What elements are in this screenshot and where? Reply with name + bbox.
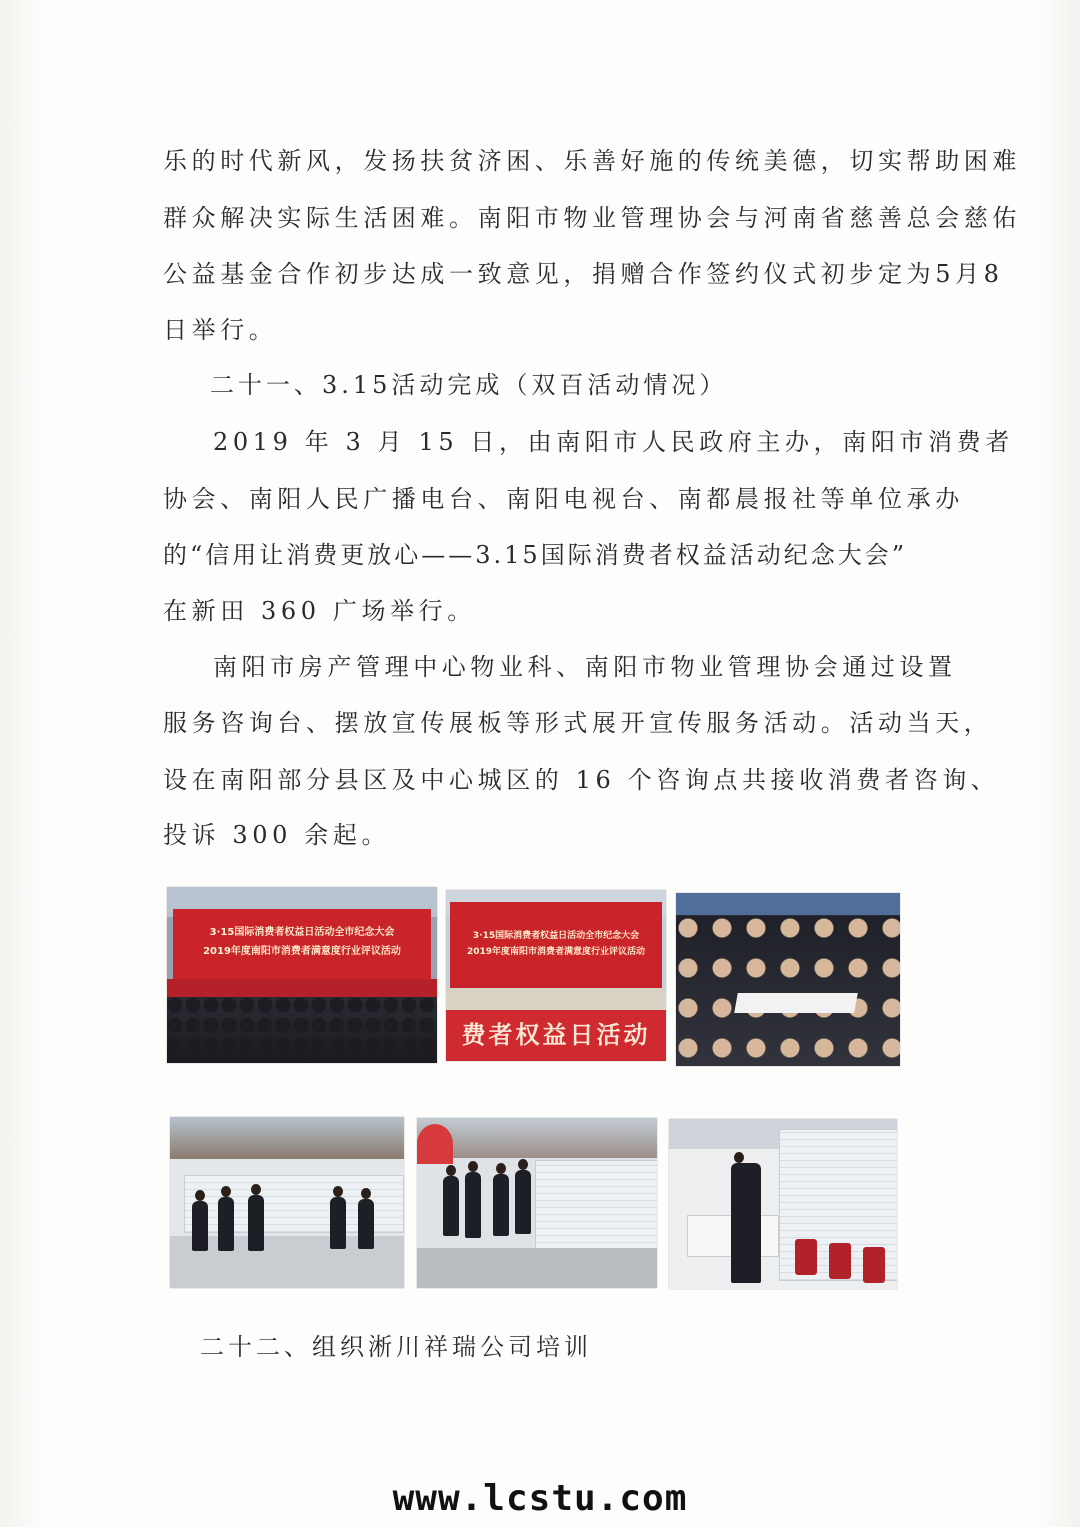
banner-title: 3·15国际消费者权益日活动全市纪念大会 [472,931,640,941]
text-line: 南阳市房产管理中心物业科、南阳市物业管理协会通过设置 [213,653,957,681]
stage-banner [450,902,662,988]
watermark-url: www.lcstu.com [392,1478,688,1519]
event-stage-photo-2 [446,890,666,1061]
text-line: 在新田 360 广场举行。 [163,597,476,625]
event-stage-photo [167,887,437,1063]
text-line: 协会、南阳人民广播电台、南阳电视台、南都晨报社等单位承办 [163,485,964,513]
stage-banner [173,909,431,979]
service-desk-photo [669,1119,897,1289]
text-line: 公益基金合作初步达成一致意见，捐赠合作签约仪式初步定为5月8 [163,260,1004,288]
text-line: 的“信用让消费更放心——3.15国际消费者权益活动纪念大会” [163,541,907,569]
consultation-crowd-photo [676,893,900,1066]
text-line: 乐的时代新风，发扬扶贫济困、乐善好施的传统美德，切实帮助困难 [163,147,1021,175]
ground-banner: 费者权益日活动 [446,1010,666,1061]
text-line: 日举行。 [163,316,278,344]
banner-subtitle: 2019年度南阳市消费者满意度行业评议活动 [203,946,401,957]
section-heading-21: 二十一、3.15活动完成（双百活动情况） [210,371,728,399]
text-line: 投诉 300 余起。 [163,821,391,849]
text-line: 群众解决实际生活困难。南阳市物业管理协会与河南省慈善总会慈佑 [163,204,1021,232]
display-boards-photo [170,1117,404,1288]
section-heading-22: 二十二、组织淅川祥瑞公司培训 [200,1333,592,1361]
text-line: 2019 年 3 月 15 日，由南阳市人民政府主办，南阳市消费者 [213,428,1014,456]
text-line: 服务咨询台、摆放宣传展板等形式展开宣传服务活动。活动当天， [163,709,993,737]
inspection-photo [417,1118,657,1288]
banner-title: 3·15国际消费者权益日活动全市纪念大会 [209,927,395,938]
banner-subtitle: 2019年度南阳市消费者满意度行业评议活动 [466,947,646,957]
text-line: 设在南阳部分县区及中心城区的 16 个咨询点共接收消费者咨询、 [163,766,1000,794]
